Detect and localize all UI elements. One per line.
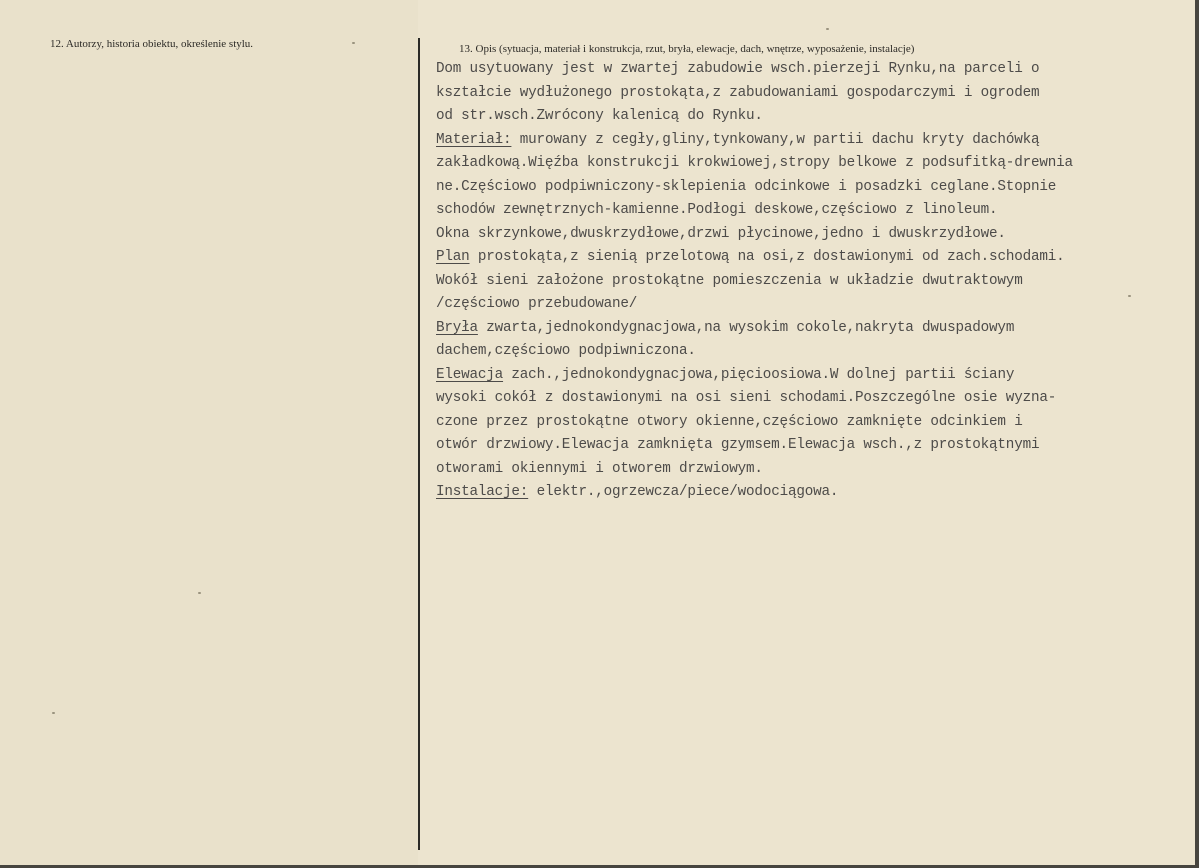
material-text: murowany z cegły,gliny,tynkowany,w partii dachu kryty dachówką	[511, 131, 1040, 148]
material-heading: Materiał:	[436, 131, 512, 148]
plan-text: prostokąta,z sienią przelotową na osi,z dostawionymi od zach.schodami.	[469, 249, 1065, 265]
field-12-label: 12. Autorzy, historia obiektu, określenie stylu.	[50, 38, 254, 50]
description-line: otworami okiennymi i otworem drzwiowym.	[436, 460, 763, 477]
description-line: ne.Częściowo podpiwniczony-sklepienia odcinkowe i posadzki ceglane.Stopnie	[436, 178, 1057, 195]
description-line	[436, 364, 1194, 388]
bryla-heading: Bryła	[436, 319, 478, 336]
page-right-edge	[1195, 0, 1199, 868]
description-line: otwór drzwiowy.Elewacja zamknięta gzymsem.Elewacja wsch.,z prostokątnymi	[436, 437, 1040, 453]
field-12-column	[0, 0, 418, 868]
description-line: Dom usytuowany jest w zwartej zabudowie wsch.pierzeji Rynku,na parceli o	[436, 61, 1040, 77]
description-line: Wokół sieni założone prostokątne pomieszczenia w układzie dwutraktowym	[436, 272, 1023, 289]
description-line: kształcie wydłużonego prostokąta,z zabudowaniami gospodarczymi i ogrodem	[436, 84, 1040, 101]
plan-heading: Plan	[436, 249, 470, 265]
elewacja-heading: Elewacja	[436, 366, 504, 383]
description-line	[436, 317, 1194, 341]
description-line: od str.wsch.Zwrócony kalenicą do Rynku.	[436, 108, 763, 124]
description-line: Okna skrzynkowe,dwuskrzydłowe,drzwi płycinowe,jedno i dwuskrzydłowe.	[436, 225, 1006, 242]
description-text	[436, 58, 1194, 505]
bryla-text: zwarta,jednokondygnacjowa,na wysokim cokole,nakryta dwuspadowym	[477, 319, 1015, 336]
instalacje-heading: Instalacje:	[436, 484, 529, 500]
description-line: wysoki cokół z dostawionymi na osi sieni schodami.Poszczególne osie wyzna-	[436, 390, 1057, 406]
description-line	[436, 481, 1194, 505]
description-line: schodów zewnętrznych-kamienne.Podłogi deskowe,częściowo z linoleum.	[436, 202, 998, 218]
description-line	[436, 129, 1194, 153]
paper-speck	[52, 712, 55, 714]
paper-speck	[198, 592, 201, 594]
instalacje-text: elektr.,ogrzewcza/piece/wodociągowa.	[528, 484, 839, 500]
field-13-label: 13. Opis (sytuacja, materiał i konstrukcja, rzut, bryła, elewacje, dach, wnętrze, wyposażenie, instalacje)	[459, 43, 915, 55]
description-line	[436, 246, 1194, 270]
paper-speck	[826, 28, 829, 30]
description-line: czone przez prostokątne otwory okienne,częściowo zamknięte odcinkiem i	[436, 413, 1023, 430]
elewacja-text: zach.,jednokondygnacjowa,pięcioosiowa.W dolnej partii ściany	[503, 366, 1015, 383]
description-line: zakładkową.Więźba konstrukcji krokwiowej,stropy belkowe z podsufitką-drewnia	[436, 155, 1073, 171]
paper-speck	[352, 42, 355, 44]
column-divider	[418, 38, 420, 850]
paper-speck	[1128, 295, 1131, 297]
description-line: dachem,częściowo podpiwniczona.	[436, 343, 696, 359]
description-line: /częściowo przebudowane/	[436, 296, 638, 312]
